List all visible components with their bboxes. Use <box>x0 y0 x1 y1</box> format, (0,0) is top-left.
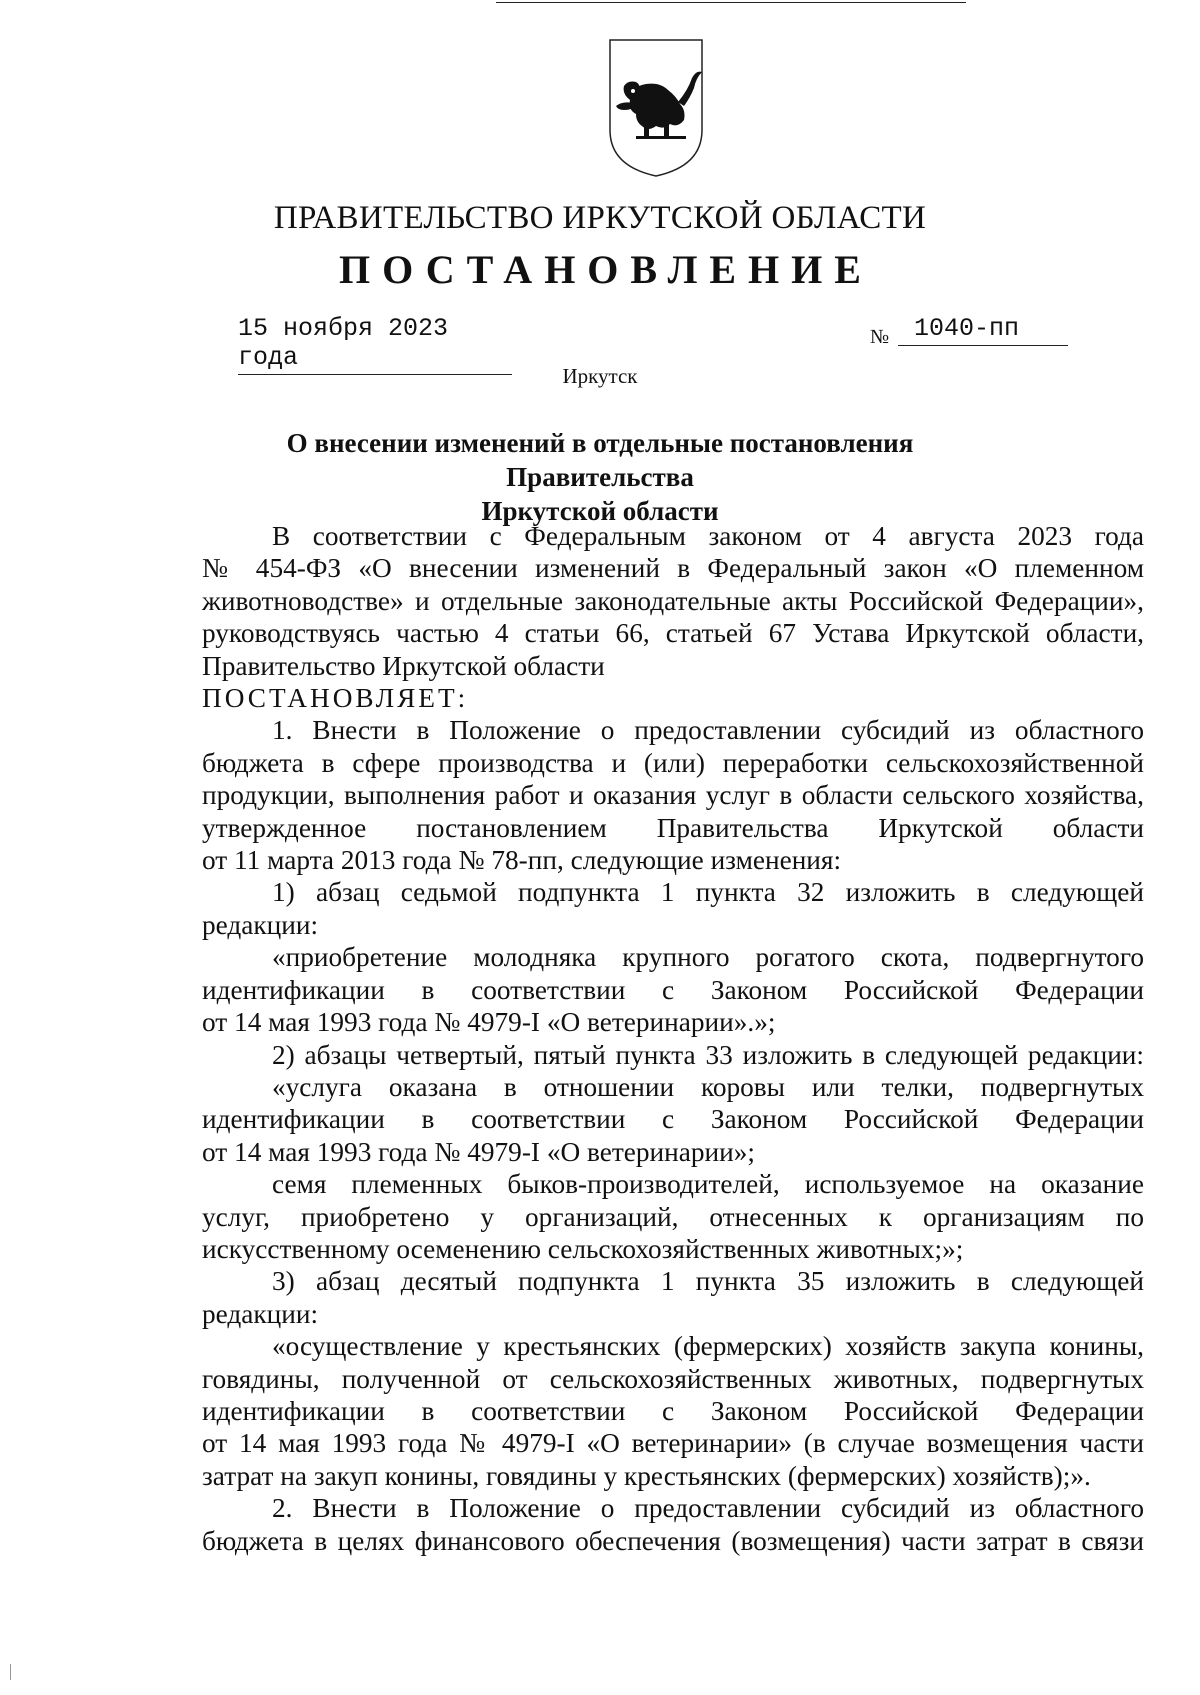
body-line: искусственному осеменению сельскохозяйственных животных;»; <box>202 1233 964 1264</box>
resolves-word: ПОСТАНОВЛЯЕТ: <box>202 683 469 714</box>
government-name: ПРАВИТЕЛЬСТВО ИРКУТСКОЙ ОБЛАСТИ <box>273 200 927 236</box>
scan-edge-mark <box>10 1664 11 1680</box>
body-line: от 14 мая 1993 года № 4979-I «О ветеринарии».»; <box>202 1007 776 1038</box>
body-line: идентификации в соответствии с Законом Российской Федерации <box>202 1395 1144 1426</box>
decree-date: 15 ноября 2023 года <box>238 314 512 375</box>
body-line: «приобретение молодняка крупного рогатого скота, подвергнутого <box>272 942 1144 973</box>
top-rule <box>496 2 966 3</box>
body-line: Правительство Иркутской области <box>202 650 605 681</box>
body-line: 2) абзацы четвертый, пятый пункта 33 изложить в следующей редакции: <box>272 1039 1144 1070</box>
body-line: продукции, выполнения работ и оказания услуг в области сельского хозяйства, <box>202 780 1144 811</box>
body-line: животноводстве» и отдельные законодательные акты Российской Федерации», <box>202 585 1144 616</box>
number-sign: № <box>870 326 890 348</box>
city: Иркутск <box>562 364 638 388</box>
body-line: руководствуясь частью 4 статьи 66, статьей 67 Устава Иркутской области, <box>202 618 1144 649</box>
body-line: услуг, приобретено у организаций, отнесенных к организациям по <box>202 1201 1144 1232</box>
body-line: «услуга оказана в отношении коровы или телки, подвергнутых <box>272 1071 1144 1102</box>
body-line: утвержденное постановлением Правительства Иркутской области <box>202 812 1144 843</box>
title-line: Иркутской области <box>481 496 719 526</box>
body-line: от 14 мая 1993 года № 4979-I «О ветеринарии» (в случае возмещения части <box>202 1428 1144 1459</box>
document-title <box>200 426 1000 528</box>
body-line: говядины, полученной от сельскохозяйственных животных, подвергнутых <box>202 1363 1144 1394</box>
body-line: редакции: <box>202 909 319 940</box>
document-body <box>202 520 1144 1557</box>
title-line: О внесении изменений в отдельные постановления Правительства <box>286 428 914 492</box>
body-line: 2. Внести в Положение о предоставлении субсидий из областного <box>272 1493 1144 1524</box>
body-line: семя племенных быков-производителей, используемое на оказание <box>272 1169 1144 1200</box>
body-line: от 11 марта 2013 года № 78-пп, следующие изменения: <box>202 845 842 876</box>
body-line: от 14 мая 1993 года № 4979-I «О ветеринарии»; <box>202 1136 755 1167</box>
body-line: затрат на закуп конины, говядины у крестьянских (фермерских) хозяйств);». <box>202 1460 1091 1491</box>
body-line: бюджета в целях финансового обеспечения (возмещения) части затрат в связи <box>202 1525 1144 1556</box>
body-line: редакции: <box>202 1298 319 1329</box>
body-line: 3) абзац десятый подпункта 1 пункта 35 изложить в следующей <box>272 1266 1144 1297</box>
decree-number: 1040-пп <box>898 314 1068 346</box>
body-line: № 454-ФЗ «О внесении изменений в Федеральный закон «О племенном <box>202 553 1144 584</box>
body-line: идентификации в соответствии с Законом Российской Федерации <box>202 974 1144 1005</box>
body-line: 1. Внести в Положение о предоставлении субсидий из областного <box>272 715 1144 746</box>
coat-of-arms-emblem <box>606 38 706 178</box>
body-line: идентификации в соответствии с Законом Российской Федерации <box>202 1104 1144 1135</box>
document-type: ПОСТАНОВЛЕНИЕ <box>339 247 873 292</box>
body-line: 1) абзац седьмой подпункта 1 пункта 32 изложить в следующей <box>272 877 1144 908</box>
body-line: «осуществление у крестьянских (фермерских) хозяйств закупа конины, <box>272 1331 1144 1362</box>
body-line: бюджета в сфере производства и (или) переработки сельскохозяйственной <box>202 747 1144 778</box>
body-line: В соответствии с Федеральным законом от 4 августа 2023 года <box>272 521 1144 551</box>
